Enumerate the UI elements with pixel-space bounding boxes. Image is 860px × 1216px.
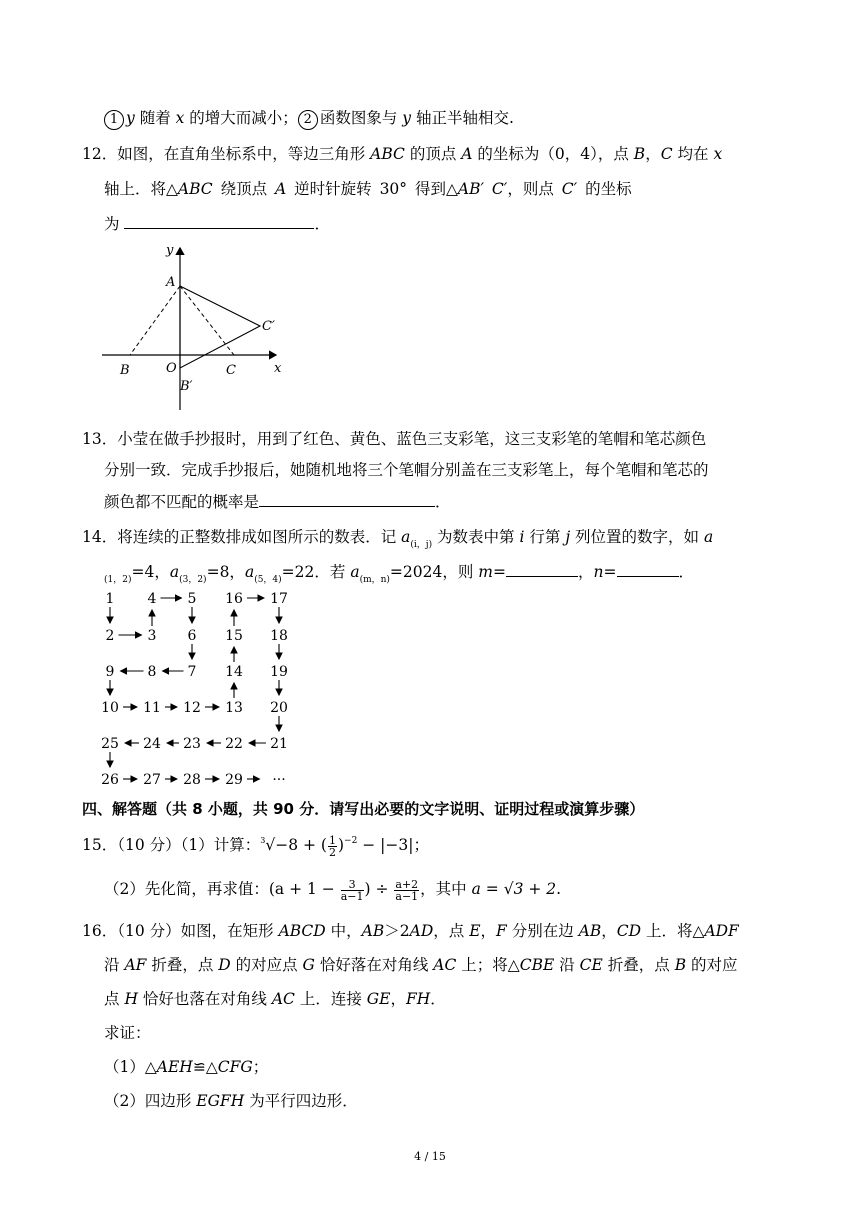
segment-AC: [180, 286, 234, 355]
table-number: 26: [101, 772, 119, 788]
table-number: 17: [270, 591, 288, 607]
label-C: C: [226, 363, 236, 378]
table-number: 28: [183, 772, 201, 788]
q13-line-2: 分别一致．完成手抄报后，她随机地将三个笔帽分别盖在三支彩笔上，每个笔帽和笔芯的: [104, 461, 709, 479]
q14-line-2: $_{(1,2)}$=4，$a_{(3,2)}=8$，$a_{(5,4)}=22$．若 $a_{(m,n)}=2024$，则 m= ，n= ．: [104, 560, 694, 586]
label-A: A: [166, 275, 176, 290]
fraction-one-half: $\frac{1}{2}$: [328, 833, 336, 859]
fraction-a-plus-2-over-a-minus-1: $\frac{a+2}{a-1}$: [395, 877, 419, 903]
table-number: 24: [143, 736, 161, 752]
q14-m-blank[interactable]: [506, 560, 578, 577]
table-number: 27: [143, 772, 161, 788]
table-number: 10: [101, 700, 119, 716]
label-B: B: [120, 363, 130, 378]
table-number: 20: [270, 700, 288, 716]
q12-line-2: 轴上．将△ABC 绕顶点 A 逆时针旋转 30° 得到△AB′ C′，则点 C′ 的坐标: [104, 180, 632, 198]
q14-n-blank[interactable]: [617, 560, 679, 577]
table-number: 15: [225, 628, 243, 644]
table-number: 9: [105, 664, 115, 680]
table-number: 8: [147, 664, 157, 680]
table-number: 29: [225, 772, 243, 788]
table-number: 23: [183, 736, 201, 752]
section-4-heading: 四、解答题（共 8 小题，共 90 分．请写出必要的文字说明、证明过程或演算步骤）: [82, 800, 645, 818]
q12-line-1: 12．如图，在直角坐标系中，等边三角形 ABC 的顶点 A 的坐标为（0，4），点 B，C 均在 x: [82, 145, 723, 163]
label-x: x: [274, 361, 282, 376]
table-number: 2: [105, 628, 115, 644]
q16-line-2: 沿 AF 折叠，点 D 的对应点 G 恰好落在对角线 AC 上；将△CBE 沿 CE 折叠，点 B 的对应: [104, 956, 738, 974]
circled-number-2: 2: [298, 110, 318, 130]
q12-answer-blank[interactable]: [124, 212, 314, 229]
table-number: 3: [147, 628, 157, 644]
q13-number: 13．: [82, 430, 118, 448]
q16-line-4: 求证：: [104, 1024, 151, 1042]
table-number: 22: [225, 736, 243, 752]
table-number: 16: [225, 591, 243, 607]
q16-line-3: 点 H 恰好也落在对角线 AC 上．连接 GE，FH．: [104, 990, 446, 1008]
circled-number-1: 1: [104, 110, 124, 130]
table-number: 21: [270, 736, 288, 752]
q13-line-3: 颜色都不匹配的概率是 ．: [104, 490, 451, 513]
q11-conditions: 1 y 随着 x 的增大而减小； 2 函数图象与 y 轴正半轴相交.: [104, 107, 514, 130]
table-number: 25: [101, 736, 119, 752]
q16-line-6: （2）四边形 EGFH 为平行四边形．: [104, 1092, 358, 1110]
q15-line-1: 15．（10 分）（1）计算：$^3$√−8 + ( $\frac{1}{2}$ )$^{-2}$ − |−3|；: [82, 833, 429, 859]
q14-number-table: [96, 586, 316, 792]
q13-line-1: 13．小莹在做手抄报时，用到了红色、黄色、蓝色三支彩笔，这三支彩笔的笔帽和笔芯颜色: [82, 430, 707, 448]
table-number: 6: [187, 628, 197, 644]
table-number: 4: [147, 591, 157, 607]
q16-line-5: （1）△AEH≌△CFG；: [104, 1058, 269, 1076]
label-O: O: [166, 361, 177, 376]
q12-line-3: 为 ．: [104, 212, 330, 235]
label-Cprime: C′: [262, 319, 275, 334]
table-number: 5: [187, 591, 197, 607]
q16-number: 16．: [82, 922, 118, 940]
q13-answer-blank[interactable]: [259, 490, 435, 507]
table-number: 12: [183, 700, 201, 716]
table-number: ···: [272, 772, 286, 788]
label-Bprime: B′: [180, 379, 193, 394]
table-number: 11: [143, 700, 161, 716]
triangle-ABpCp: [180, 286, 260, 368]
q16-line-1: 16．（10 分）如图，在矩形 ABCD 中，AB＞2AD，点 E，F 分别在边 AB，CD 上．将△ADF: [82, 922, 739, 940]
q12-number: 12．: [82, 145, 118, 163]
table-number: 13: [225, 700, 243, 716]
q15-number: 15．: [82, 836, 118, 854]
label-y: y: [166, 243, 174, 258]
page-number: 4 / 15: [414, 1150, 446, 1163]
q12-figure: [96, 238, 296, 414]
table-number: 1: [105, 591, 115, 607]
segment-AB: [130, 286, 180, 355]
table-number: 18: [270, 628, 288, 644]
table-number: 7: [187, 664, 197, 680]
q14-number: 14．: [82, 528, 118, 546]
table-number: 19: [270, 664, 288, 680]
q15-line-2: （2）先化简，再求值：(a + 1 − $\frac{3}{a-1}$ ) ÷ $\frac{a+2}{a-1}$ ，其中 a = √3 + 2.: [104, 877, 562, 903]
fraction-3-over-a-minus-1: $\frac{3}{a-1}$: [340, 877, 364, 903]
q14-line-1: 14．将连续的正整数排成如图所示的数表．记 $a_{(i,j)}$ 为数表中第 i 行第 j 列位置的数字，如 a: [82, 528, 714, 550]
table-number: 14: [225, 664, 243, 680]
